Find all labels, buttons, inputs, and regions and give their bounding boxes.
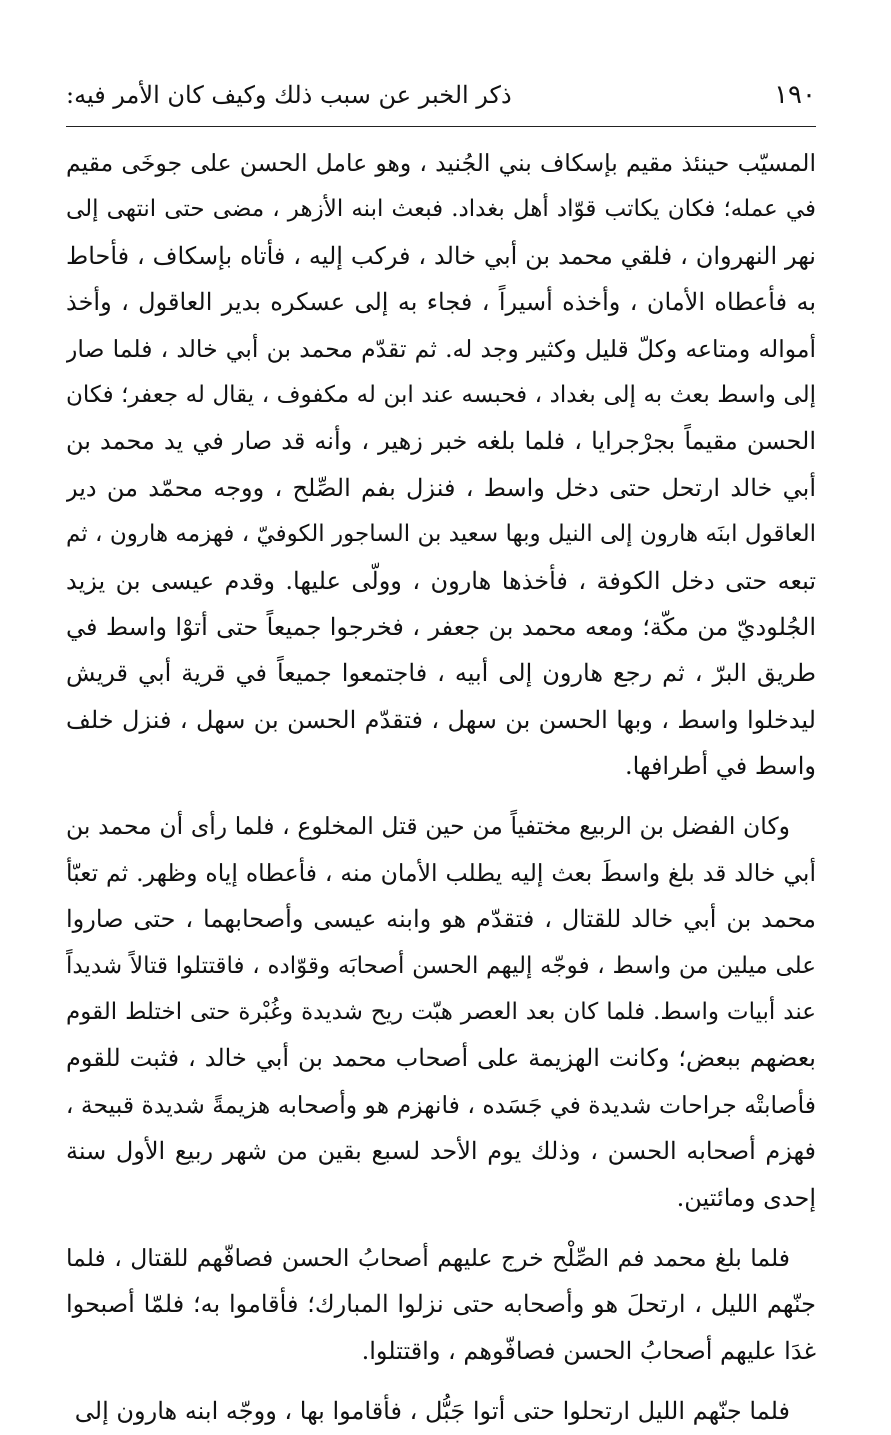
text-line: وكان الفضل بن الربيع مختفياً من حين قتل المخلوع ، فلما رأى أن محمد بن [66,812,790,841]
text-line: ليدخلوا واسط ، وبها الحسن بن سهل ، فتقدّم الحسن بن سهل ، فنزل خلف [66,705,816,734]
text-line: فلما جنّهم الليل ارتحلوا حتى أتوا جَبُّل ، فأقاموا بها ، ووجّه ابنه هارون إلى [74,1397,790,1426]
text-line: جنّهم الليل ، ارتحلَ هو وأصحابه حتى نزلوا المبارك؛ فأقاموا به؛ فلمّا أصبحوا [66,1290,816,1319]
paragraph [66,1235,816,1374]
text-line: الجُلوديّ من مكّة؛ ومعه محمد بن جعفر ، فخرجوا جميعاً حتى أتوْا واسط في [66,612,816,641]
text-line: إلى واسط بعث به إلى بغداد ، فحبسه عند ابن له مكفوف ، يقال له جعفر؛ فكان [66,381,816,408]
text-line: أبي خالد ارتحل حتى دخل واسط ، فنزل بفم الصِّلح ، ووجه محمّد من دير [66,473,816,502]
text-line: فلما بلغ محمد فم الصِّلْح خرج عليهم أصحابُ الحسن فصافّهم للقتال ، فلما [66,1243,790,1272]
text-line: غدَا عليهم أصحابُ الحسن فصافّوهم ، واقتتلوا. [361,1336,816,1365]
running-title: ذكر الخبر عن سبب ذلك وكيف كان الأمر فيه: [66,81,512,109]
text-line: أمواله ومتاعه وكلّ قليل وكثير وجد له. ثم تقدّم محمد بن أبي خالد ، فلما صار [66,334,816,363]
page-header [66,78,816,124]
text-line: فأصابتْه جراحات شديدة في جَسَده ، فانهزم هو وأصحابه هزيمةً شديدة قبيحة ، [66,1090,816,1119]
paragraph [66,1388,816,1434]
text-line: محمد بن أبي خالد للقتال ، فتقدّم هو وابنه عيسى وأصحابهما ، حتى صاروا [66,905,816,934]
text-line: عند أبيات واسط. فلما كان بعد العصر هبّت ريح شديدة وغُبْرة حتى اختلط القوم [66,999,816,1026]
paragraph-gap [66,1374,816,1388]
text-line: به فأعطاه الأمان ، وأخذه أسيراً ، فجاء به إلى عسكره بدير العاقول ، وأخذ [66,288,816,317]
text-line: العاقول ابنَه هارون إلى النيل وبها سعيد بن الساجور الكوفيّ ، فهزمه هارون ، ثم [66,521,816,548]
text-line: في عمله؛ فكان يكاتب قوّاد أهل بغداد. فبعث ابنه الأزهر ، مضى حتى انتهى إلى [66,196,816,223]
paragraph [66,140,816,789]
text-line: على ميلين من واسط ، فوجّه إليهم الحسن أصحابَه وقوّاده ، فاقتتلوا قتالاً شديداً [66,952,816,979]
text-line: تبعه حتى دخل الكوفة ، فأخذها هارون ، وولّى عليها. وقدم عيسى بن يزيد [66,566,816,595]
text-line: الحسن مقيماً بجرْجرايا ، فلما بلغه خبر زهير ، وأنه قد صار في يد محمد بن [66,427,816,456]
text-line: طريق البرّ ، ثم رجع هارون إلى أبيه ، فاجتمعوا جميعاً في قرية أبي قريش [66,659,816,688]
text-line: إحدى ومائتين. [676,1183,816,1212]
text-line: بعضهم ببعض؛ وكانت الهزيمة على أصحاب محمد بن أبي خالد ، فثبت للقوم [66,1044,816,1073]
text-line: فهزم أصحابه الحسن ، وذلك يوم الأحد لسبع بقين من شهر ربيع الأول سنة [66,1137,816,1166]
text-line: المسيّب حينئذ مقيم بإسكاف بني الجُنيد ، وهو عامل الحسن على جوخَى مقيم [66,149,816,177]
text-line: أبي خالد قد بلغ واسطَ بعث إليه يطلب الأمان منه ، فأعطاه إياه وظهر. ثم تعبّأ [66,858,816,887]
paragraph-gap [66,789,816,803]
text-line: نهر النهروان ، فلقي محمد بن أبي خالد ، فركب إليه ، فأتاه بإسكاف ، فأحاط [66,241,816,270]
text-line: واسط في أطرافها. [624,752,816,781]
paragraph [66,803,816,1221]
page-body [66,140,816,1435]
page-number: ١٩٠ [774,80,816,110]
header-rule [66,126,816,127]
paragraph-gap [66,1221,816,1235]
